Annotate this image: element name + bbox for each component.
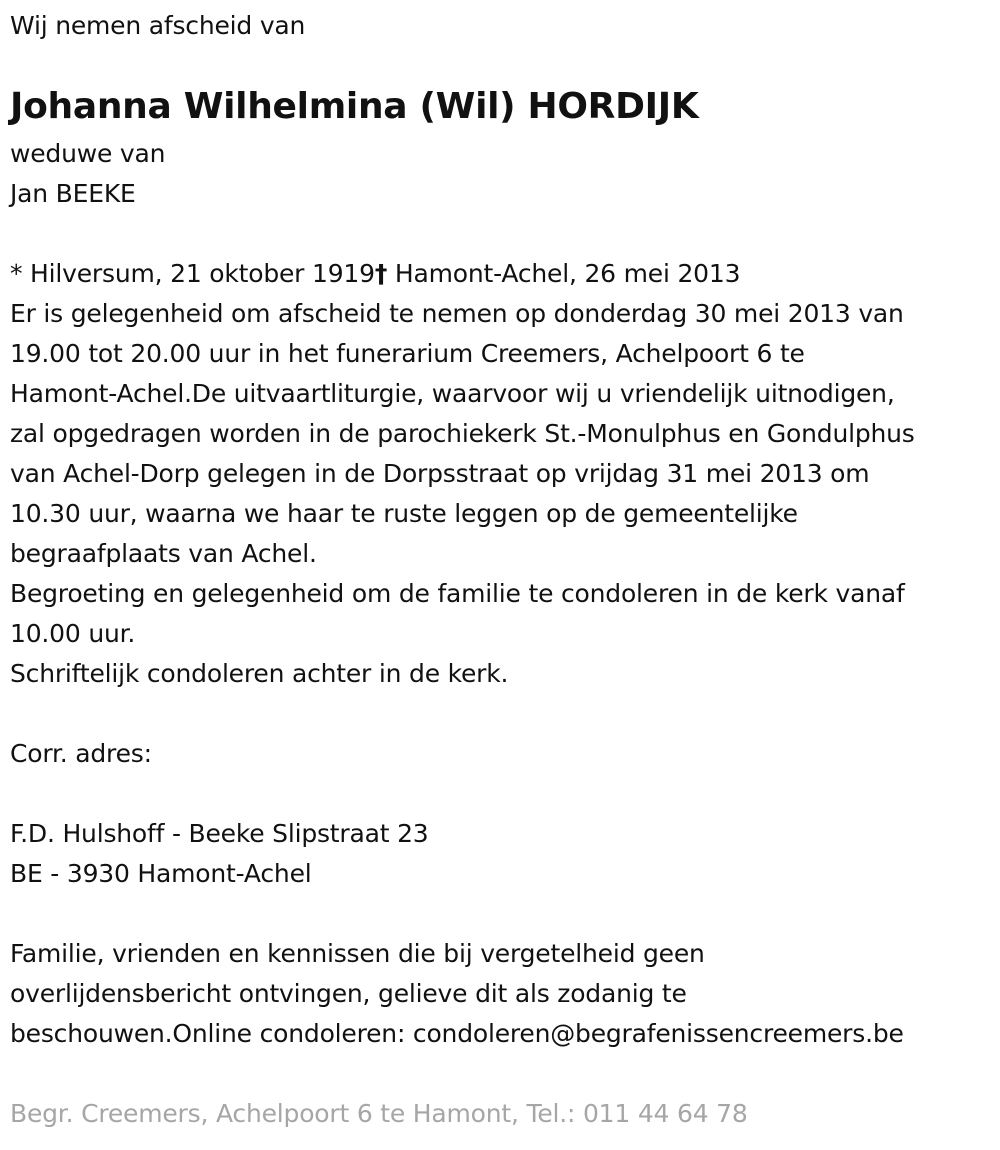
family-note-line: Familie, vrienden en kennissen die bij vergetelheid geen xyxy=(10,939,705,968)
ceremony-line: Er is gelegenheid om afscheid te nemen op donderdag 30 mei 2013 van xyxy=(10,299,904,328)
ceremony-line: 19.00 tot 20.00 uur in het funerarium Creemers, Achelpoort 6 te xyxy=(10,339,805,368)
family-note-line: overlijdensbericht ontvingen, gelieve dit als zodanig te xyxy=(10,979,687,1008)
deceased-name: Johanna Wilhelmina (Wil) HORDIJK xyxy=(10,86,699,127)
birth-death-line xyxy=(10,254,915,294)
cross-icon: † xyxy=(374,259,388,288)
family-note-line: beschouwen.Online condoleren: condoleren@begrafenissencreemers.be xyxy=(10,1019,904,1048)
family-note xyxy=(10,934,904,1054)
death-info: Hamont-Achel, 26 mei 2013 xyxy=(387,259,741,288)
intro-text: Wij nemen afscheid van xyxy=(10,11,306,40)
correspondence-label-block xyxy=(10,734,152,774)
spouse-block xyxy=(10,134,165,214)
birth-info: * Hilversum, 21 oktober 1919 xyxy=(10,259,375,288)
funeral-home-footer: Begr. Creemers, Achelpoort 6 te Hamont, Tel.: 011 44 64 78 xyxy=(10,1099,748,1128)
ceremony-line: 10.30 uur, waarna we haar te ruste leggen op de gemeentelijke xyxy=(10,499,798,528)
ceremony-block xyxy=(10,254,915,694)
spouse-relation: weduwe van xyxy=(10,139,166,168)
correspondence-address xyxy=(10,814,429,894)
ceremony-line: Begroeting en gelegenheid om de familie te condoleren in de kerk vanaf xyxy=(10,579,905,608)
ceremony-line: van Achel-Dorp gelegen in de Dorpsstraat op vrijdag 31 mei 2013 om xyxy=(10,459,870,488)
ceremony-line: Hamont-Achel.De uitvaartliturgie, waarvoor wij u vriendelijk uitnodigen, xyxy=(10,379,895,408)
spouse-name: Jan BEEKE xyxy=(10,179,136,208)
correspondence-label: Corr. adres: xyxy=(10,739,152,768)
ceremony-line: begraafplaats van Achel. xyxy=(10,539,317,568)
ceremony-line: 10.00 uur. xyxy=(10,619,136,648)
address-line: BE - 3930 Hamont-Achel xyxy=(10,859,312,888)
ceremony-line: zal opgedragen worden in de parochiekerk St.-Monulphus en Gondulphus xyxy=(10,419,915,448)
address-line: F.D. Hulshoff - Beeke Slipstraat 23 xyxy=(10,819,429,848)
ceremony-line: Schriftelijk condoleren achter in de kerk. xyxy=(10,659,509,688)
